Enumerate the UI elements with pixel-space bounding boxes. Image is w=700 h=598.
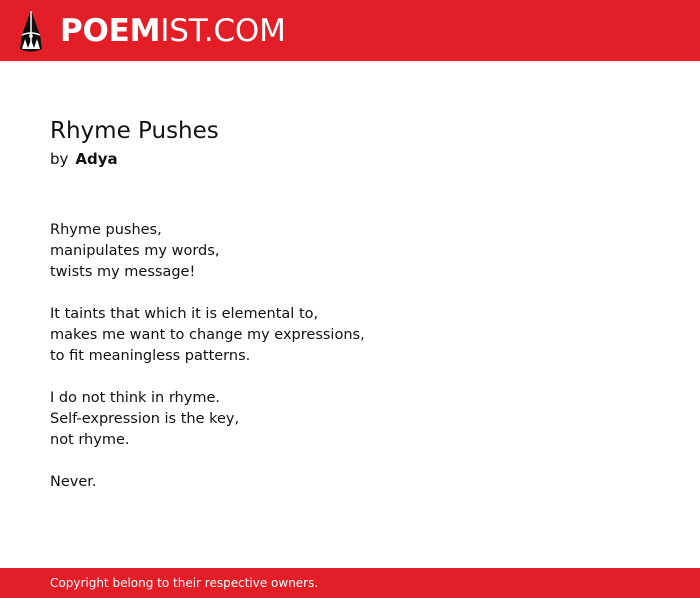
poem-line: Rhyme pushes, bbox=[50, 222, 162, 238]
poem-line: Never. bbox=[50, 474, 97, 490]
site-header bbox=[0, 0, 700, 61]
poem-line: manipulates my words, bbox=[50, 243, 220, 259]
site-logo-link[interactable] bbox=[16, 8, 286, 54]
poem-stanza bbox=[50, 304, 650, 367]
author-link[interactable]: Adya bbox=[75, 150, 118, 168]
poem-stanza bbox=[50, 388, 650, 451]
poem-line: to fit meaningless patterns. bbox=[50, 348, 251, 364]
poem-line: not rhyme. bbox=[50, 432, 130, 448]
poem-stanza bbox=[50, 220, 650, 283]
copyright-text: Copyright belong to their respective owners. bbox=[50, 576, 319, 590]
poem-line: twists my message! bbox=[50, 264, 196, 280]
poem-stanza bbox=[50, 472, 650, 493]
site-footer bbox=[0, 568, 700, 598]
by-label: by bbox=[50, 150, 69, 168]
logo-bold-text: POEM bbox=[60, 12, 161, 49]
site-logo-text bbox=[60, 12, 286, 49]
poem-byline bbox=[50, 148, 650, 170]
poem-line: makes me want to change my expressions, bbox=[50, 327, 365, 343]
logo-light-text: IST.COM bbox=[160, 12, 286, 49]
pen-nib-icon bbox=[16, 9, 46, 53]
poem-line: It taints that which it is elemental to, bbox=[50, 306, 319, 322]
poem-line: I do not think in rhyme. bbox=[50, 390, 220, 406]
poem-line: Self-expression is the key, bbox=[50, 411, 240, 427]
poem-body bbox=[50, 220, 650, 493]
poem-title: Rhyme Pushes bbox=[50, 118, 219, 144]
poem-content bbox=[50, 116, 650, 493]
